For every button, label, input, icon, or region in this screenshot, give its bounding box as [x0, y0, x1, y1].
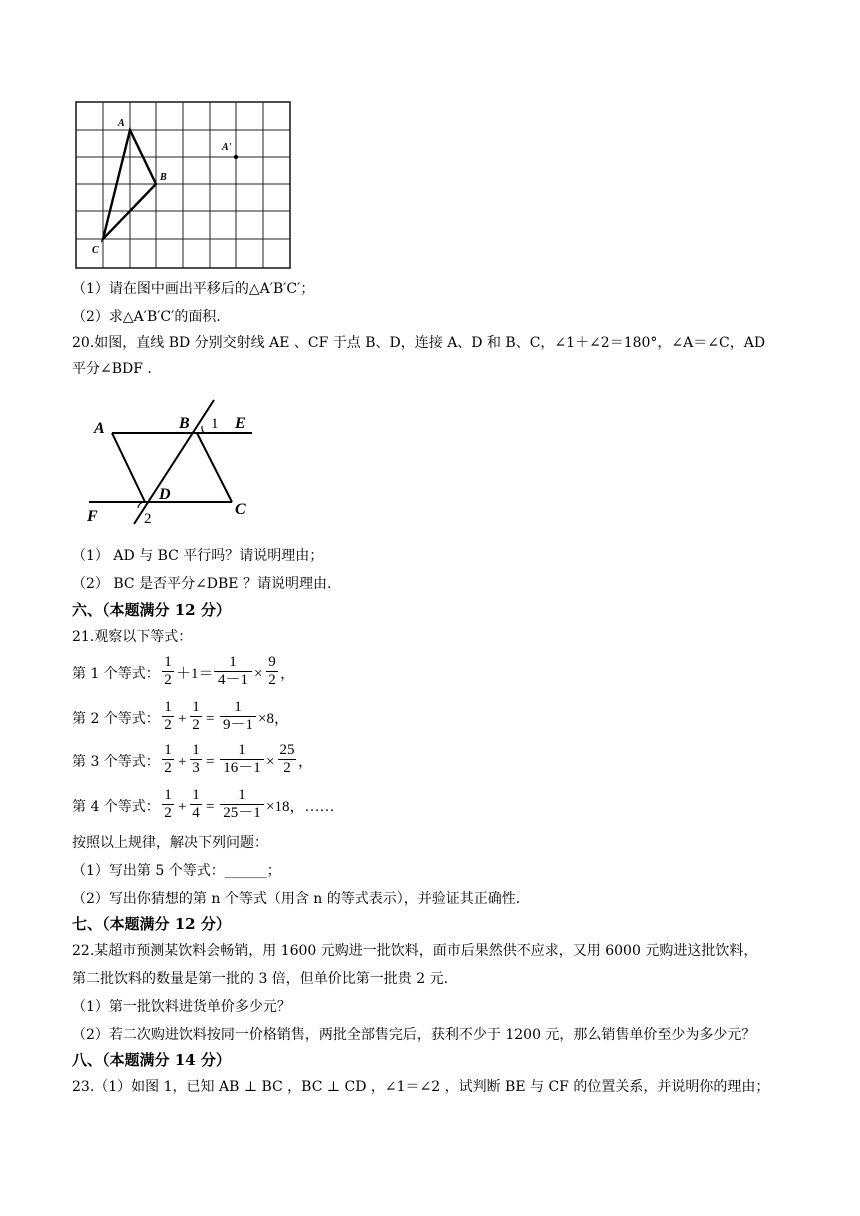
fig-label-c: C: [235, 501, 246, 518]
eq4-frac-c: 1 25－1: [220, 787, 264, 822]
eq2-frac-a: 1 2: [162, 699, 174, 734]
q21-part1: （1）写出第 5 个等式：______；: [72, 863, 281, 879]
eq1-frac-b: 1 4－1: [214, 654, 252, 689]
eq3-frac-b: 1 3: [190, 742, 202, 777]
q20-stem-line2: 平分∠BDF .: [72, 361, 152, 377]
eq3-plus: +: [178, 754, 187, 770]
eq3-frac-a: 1 2: [162, 742, 174, 777]
eq3-frac-c: 1 16－1: [220, 742, 264, 777]
eq3-equals: =: [206, 754, 215, 770]
eq4-equals: =: [206, 799, 215, 815]
eq1-tail: ，: [280, 666, 296, 682]
q22-stem-line1: 22.某超市预测某饮料会畅销，用 1600 元购进一批饮料，面市后果然供不应求，又用 6000 元购进这批饮料，: [72, 943, 758, 959]
q19-part1: （1）请在图中画出平移后的△A′B′C′；: [72, 281, 315, 297]
fig-label-b: B: [179, 415, 190, 432]
fig-label-a: A: [94, 420, 105, 437]
fig-label-f: F: [87, 508, 98, 525]
q20-part2: （2） BC 是否平分∠DBE ？请说明理由.: [72, 576, 332, 592]
eq1-times: ×: [254, 666, 263, 682]
eq4-tail: ×18，……: [266, 799, 335, 815]
eq4-frac-b: 1 4: [190, 787, 202, 822]
eq1-label: 第 1 个等式：: [72, 666, 160, 682]
q20-part1: （1） AD 与 BC 平行吗？请说明理由；: [72, 548, 324, 564]
q21-rule: 按照以上规律，解决下列问题：: [72, 835, 268, 851]
eq4-frac-a: 1 2: [162, 787, 174, 822]
eq2-tail: ×8，: [258, 711, 289, 727]
eq1-plus: ＋1＝: [176, 666, 214, 682]
eq4-plus: +: [178, 799, 187, 815]
section8-title: 八、（本题满分 14 分）: [72, 1051, 231, 1069]
fig-label-2: 2: [144, 511, 152, 527]
eq4-label: 第 4 个等式：: [72, 799, 160, 815]
q19-part2: （2）求△A′B′C′的面积.: [72, 309, 221, 325]
eq3-tail: ，: [298, 754, 314, 770]
eq2-label: 第 2 个等式：: [72, 711, 160, 727]
fig-label-1: 1: [211, 416, 219, 432]
eq2-equals: =: [206, 711, 215, 727]
q20-stem-line1: 20.如图，直线 BD 分别交射线 AE 、CF 于点 B、D，连接 A、D 和 B、C，∠1＋∠2＝180°，∠A＝∠C，AD: [72, 335, 766, 351]
eq1-frac-c: 9 2: [266, 654, 278, 689]
point-a-prime: [234, 155, 238, 159]
fig-label-e: E: [235, 415, 246, 432]
fig-label-d: D: [159, 486, 171, 503]
q22-part2: （2）若二次购进饮料按同一价格销售，两批全部售完后，获利不少于 1200 元，那么销售单价至少为多少元？: [72, 1027, 756, 1043]
q21-intro: 21.观察以下等式：: [72, 629, 193, 645]
section6-title: 六、（本题满分 12 分）: [72, 601, 231, 619]
label-a-prime: A': [222, 142, 232, 153]
label-a: A: [118, 118, 125, 129]
q22-stem-line2: 第二批饮料的数量是第一批的 3 倍，但单价比第一批贵 2 元.: [72, 971, 449, 987]
eq1-frac-a: 1 2: [162, 654, 174, 689]
label-b: B: [160, 172, 167, 183]
eq3-label: 第 3 个等式：: [72, 754, 160, 770]
eq2-frac-c: 1 9－1: [220, 699, 256, 734]
label-c: C: [92, 245, 99, 256]
eq2-frac-b: 1 2: [190, 699, 202, 734]
section7-title: 七、（本题满分 12 分）: [72, 915, 231, 933]
eq2-plus: +: [178, 711, 187, 727]
eq3-frac-d: 25 2: [279, 742, 295, 776]
parallel-lines-figure: [84, 398, 269, 533]
q21-part2: （2）写出你猜想的第 n 个等式（用含 n 的等式表示），并验证其正确性.: [72, 891, 521, 907]
q22-part1: （1）第一批饮料进货单价多少元？: [72, 999, 291, 1015]
q23-stem-line1: 23.（1）如图 1，已知 AB ⊥ BC ，BC ⊥ CD ，∠1＝∠2 ，试判断 BE 与 CF 的位置关系，并说明你的理由；: [72, 1079, 770, 1095]
eq3-times: ×: [266, 754, 275, 770]
grid-figure: [72, 100, 294, 272]
